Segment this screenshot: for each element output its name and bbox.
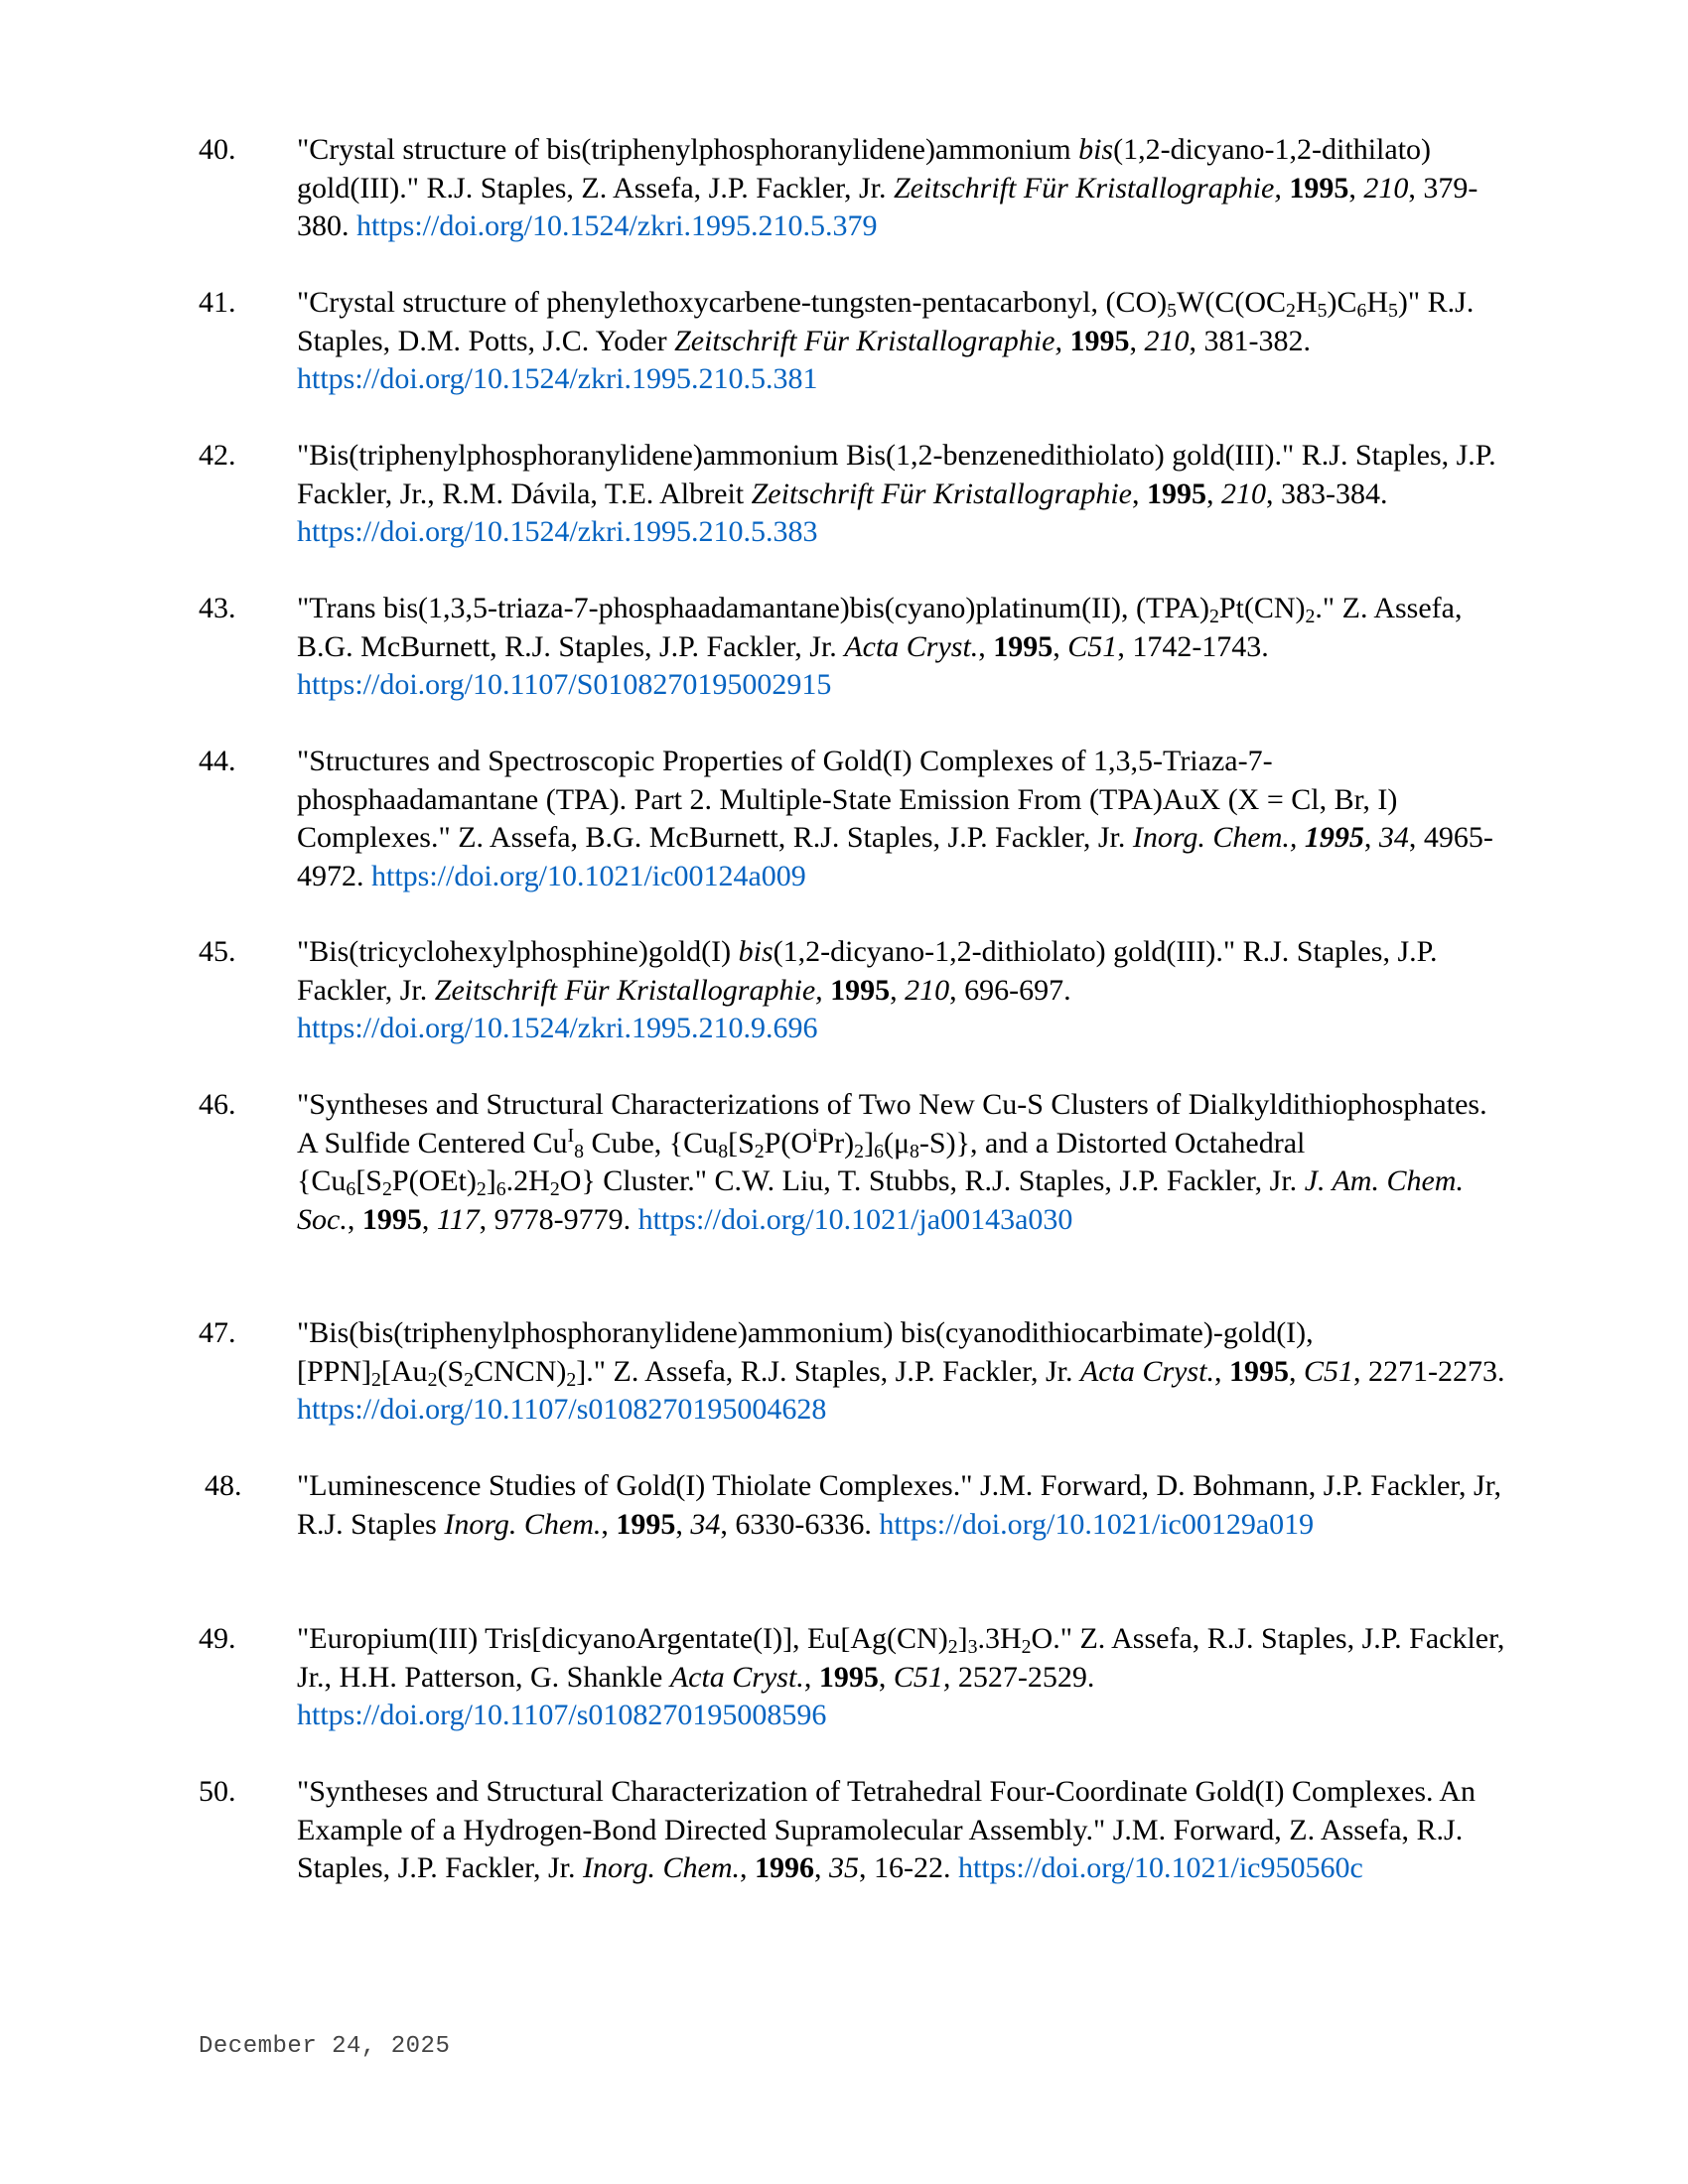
doi-link[interactable]: https://doi.org/10.1107/s0108270195008596 [297,1699,827,1731]
reference-item [199,743,1509,895]
year: 1996 [755,1851,815,1884]
reference-item [199,1620,1509,1735]
journal-name: J. Am. Chem. Soc. [297,1164,1464,1236]
reference-text: "Syntheses and Structural Characterizations of Two New Cu-S Clusters of Dialkyldithiophosphates. A Sulfide Centered $Cu^I_8$ Cube, $\{Cu_8[S_2P(O^iPr)_2]_6(\mu_8-S)\}$, and a Distorted Octahedral $\{Cu_6[S_2P(OEt)_2]_6.2H_2O\}$ Cluster." C.W. Liu, T. Stubbs, R.J. Staples, J.P. Fackler, Jr. J. Am. Chem. Soc., 1995, 117, 9778-9779. https://doi.org/10.1021/ja00143a030 [297,1088,1487,1236]
reference-number: 40. [199,133,236,166]
doi-link[interactable]: https://doi.org/10.1524/zkri.1995.210.5.379 [356,209,878,242]
year: 1995 [1228,1354,1289,1388]
doi-link[interactable]: https://doi.org/10.1021/ic00124a009 [371,859,806,892]
reference-text: "Europium(III) Tris[dicyanoArgentate(I)], $Eu[Ag(CN)_2]_3.3H_2O$." Z. Assefa, R.J. Staples, J.P. Fackler, Jr., H.H. Patterson, G. Shankle Acta Cryst., 1995, C51, 2527-2529. https://doi.org/10.1107/s0108270195008596 [297,1622,1505,1731]
year: 1995 [1069,324,1130,357]
volume: C51, [893,1660,951,1694]
reference-item [199,1314,1509,1430]
volume: 34 [690,1507,721,1541]
reference-text: "Bis(triphenylphosphoranylidene)ammonium Bis(1,2-benzenedithiolato) gold(III)." R.J. Staples, J.P. Fackler, Jr., R.M. Dávila, T.E. Albreit Zeitschrift Für Kristallographie, 1995, 210, 383-384. https://doi.org/10.1524/zkri.1995.210.5.383 [297,439,1496,548]
year: 1995 [1289,171,1349,205]
journal-name: Inorg. Chem. [444,1507,602,1541]
journal-name: Acta Cryst. [844,629,979,663]
footer-date: December 24, 2025 [199,2033,451,2060]
year: 1995 [1147,477,1206,510]
reference-text: "Bis(tricyclohexylphosphine)gold(I) bis(1,2-dicyano-1,2-dithiolato) gold(III)." R.J. Staples, J.P. Fackler, Jr. Zeitschrift Für Kristallographie, 1995, 210, 696-697. https://doi.org/10.1524/zkri.1995.210.9.696 [297,935,1438,1044]
reference-item [199,284,1509,399]
volume: 35 [829,1851,860,1884]
journal-name: Zeitschrift Für Kristallographie, [893,171,1282,205]
volume: C51 [1067,629,1118,663]
doi-link[interactable]: https://doi.org/10.1021/ic00129a019 [879,1507,1315,1541]
volume: 210 [1363,171,1409,205]
journal-name: Zeitschrift Für Kristallographie [751,477,1132,510]
reference-text: "Structures and Spectroscopic Properties of Gold(I) Complexes of 1,3,5-Triaza-7-phosphaadamantane (TPA). Part 2. Multiple-State Emission From (TPA)AuX (X = Cl, Br, I) Complexes." Z. Assefa, B.G. McBurnett, R.J. Staples, J.P. Fackler, Jr. Inorg. Chem., 1995, 34, 4965-4972. https://doi.org/10.1021/ic00124a009 [297,745,1493,892]
year: 1995 [830,973,891,1007]
journal-name: Inorg. Chem. [582,1851,741,1884]
reference-item [199,437,1509,552]
reference-item [199,590,1509,705]
reference-text: "Bis(bis(triphenylphosphoranylidene)ammonium) bis(cyanodithiocarbimate)-gold(I), $[PPN]_2[Au_2(S_2CNCN)_2]$." Z. Assefa, R.J. Staples, J.P. Fackler, Jr. Acta Cryst., 1995, C51, 2271-2273. https://doi.org/10.1107/s0108270195004628 [297,1316,1505,1426]
volume: 210 [905,973,950,1007]
journal-name: Inorg. Chem., [1132,821,1298,854]
reference-number: 42. [199,439,236,472]
doi-link[interactable]: https://doi.org/10.1021/ic950560c [958,1851,1363,1884]
journal-name: Acta Cryst. [1079,1354,1214,1388]
reference-item [199,1467,1509,1544]
year: 1995 [993,629,1054,663]
volume: 210 [1144,324,1190,357]
reference-item [199,131,1509,246]
year: 1995 [361,1202,422,1236]
doi-link[interactable]: https://doi.org/10.1107/S0108270195002915 [297,668,832,701]
reference-number: 41. [199,286,236,319]
reference-number: 49. [199,1622,236,1655]
doi-link[interactable]: https://doi.org/10.1524/zkri.1995.210.5.381 [297,362,818,395]
journal-name: Zeitschrift Für Kristallographie, [674,324,1062,357]
journal-name: Zeitschrift Für Kristallographie, [434,973,823,1007]
year: 1995 [818,1660,879,1694]
reference-text: "Crystal structure of bis(triphenylphosphoranylidene)ammonium bis(1,2-dicyano-1,2-dithilato) gold(III)." R.J. Staples, Z. Assefa, J.P. Fackler, Jr. Zeitschrift Für Kristallographie, 1995, 210, 379-380. https://doi.org/10.1524/zkri.1995.210.5.379 [297,133,1478,242]
reference-number: 43. [199,592,236,624]
reference-text: "Crystal structure of phenylethoxycarbene-tungsten-pentacarbonyl, $(CO)_5W(C(OC_2H_5)C_6H_5)$" R.J. Staples, D.M. Potts, J.C. Yoder Zeitschrift Für Kristallographie, 1995, 210, 381-382. https://doi.org/10.1524/zkri.1995.210.5.381 [297,286,1475,395]
reference-number: 45. [199,935,236,968]
volume: 34 [1378,821,1409,854]
doi-link[interactable]: https://doi.org/10.1524/zkri.1995.210.5.383 [297,515,818,548]
year: 1995 [616,1507,676,1541]
reference-number: 47. [199,1316,236,1349]
doi-link[interactable]: https://doi.org/10.1524/zkri.1995.210.9.696 [297,1012,818,1044]
doi-link[interactable]: https://doi.org/10.1107/s0108270195004628 [297,1393,827,1426]
volume: C51 [1303,1354,1353,1388]
reference-number: 46. [199,1088,236,1121]
reference-item [199,1773,1509,1888]
reference-text: "Trans bis(1,3,5-triaza-7-phosphaadamantane)bis(cyano)platinum(II), $(TPA)_2Pt(CN)_2$." Z. Assefa, B.G. McBurnett, R.J. Staples, J.P. Fackler, Jr. Acta Cryst., 1995, C51, 1742-1743. https://doi.org/10.1107/S0108270195002915 [297,592,1463,701]
reference-text: "Luminescence Studies of Gold(I) Thiolate Complexes." J.M. Forward, D. Bohmann, J.P. Fackler, Jr, R.J. Staples Inorg. Chem., 1995, 34, 6330-6336. https://doi.org/10.1021/ic00129a019 [297,1469,1502,1541]
reference-item [199,933,1509,1048]
doi-link[interactable]: https://doi.org/10.1021/ja00143a030 [637,1202,1073,1236]
volume: 210 [1221,477,1266,510]
reference-item [199,1086,1509,1239]
reference-number: 50. [199,1775,236,1808]
reference-number: 44. [199,745,236,777]
volume: 117 [436,1202,480,1236]
reference-text: "Syntheses and Structural Characterization of Tetrahedral Four-Coordinate Gold(I) Complexes. An Example of a Hydrogen-Bond Directed Supramolecular Assembly." J.M. Forward, Z. Assefa, R.J. Staples, J.P. Fackler, Jr. Inorg. Chem., 1996, 35, 16-22. https://doi.org/10.1021/ic950560c [297,1775,1477,1884]
reference-number: 48. [205,1469,242,1502]
journal-name: Acta Cryst. [669,1660,804,1694]
year: 1995 [1304,821,1364,854]
